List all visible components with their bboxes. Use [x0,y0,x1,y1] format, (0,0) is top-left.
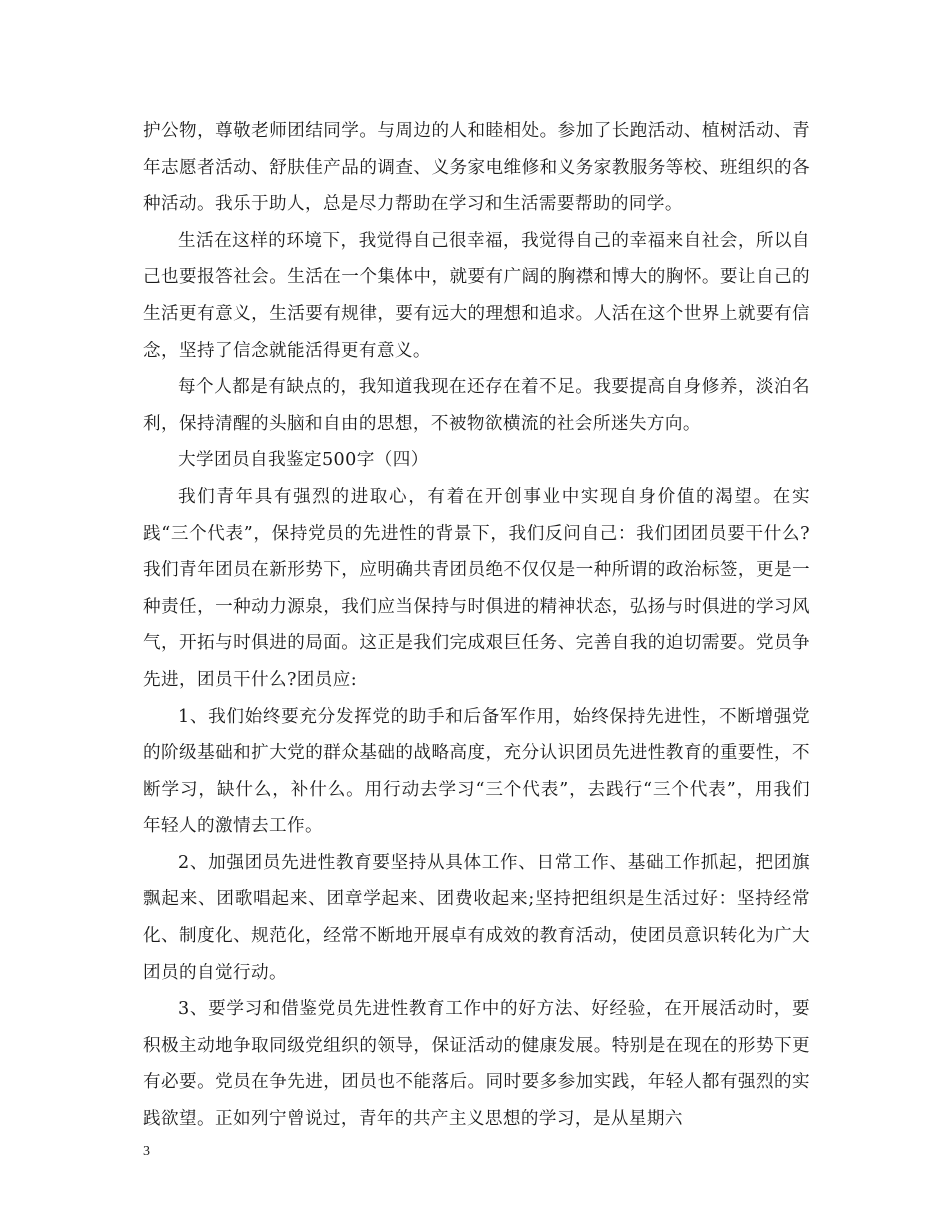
paragraph-point-1: 1、我们始终要充分发挥党的助手和后备军作用，始终保持先进性，不断增强党的阶级基础和扩大党的群众基础的战略高度，充分认识团员先进性教育的重要性，不断学习，缺什么，补什么。用行动去学习“三个代表”，去践行“三个代表”，用我们年轻人的激情去工作。 [143,706,810,837]
paragraph-point-3: 3、要学习和借鉴党员先进性教育工作中的好方法、好经验，在开展活动时，要积极主动地争取同级党组织的领导，保证活动的健康发展。特别是在现在的形势下更有必要。党员在争先进，团员也不能落后。同时要多参加实践，年轻人都有强烈的实践欲望。正如列宁曾说过，青年的共产主义思想的学习，是从星期六 [143,999,810,1130]
paragraph-intro: 我们青年具有强烈的进取心，有着在开创事业中实现自身价值的渴望。在实践“三个代表”，保持党员的先进性的背景下，我们反问自己：我们团团员要干什么?我们青年团员在新形势下，应明确共青团员绝不仅仅是一种所谓的政治标签，更是一种责任，一种动力源泉，我们应当保持与时俱进的精神状态，弘扬与时俱进的学习风气，开拓与时俱进的局面。这正是我们完成艰巨任务、完善自我的迫切需要。党员争先进，团员干什么?团员应: [143,486,810,690]
paragraph-shortcomings: 每个人都是有缺点的，我知道我现在还存在着不足。我要提高自身修养，淡泊名利，保持清醒的头脑和自由的思想，不被物欲横流的社会所迷失方向。 [143,377,810,434]
paragraph-happiness: 生活在这样的环境下，我觉得自己很幸福，我觉得自己的幸福来自社会，所以自己也要报答社会。生活在一个集体中，就要有广阔的胸襟和博大的胸怀。要让自己的生活更有意义，生活要有规律，要有远大的理想和追求。人活在这个世界上就要有信念，坚持了信念就能活得更有意义。 [143,230,810,361]
document-body [143,113,810,1138]
page-number: 3 [143,1144,150,1159]
paragraph-point-2: 2、加强团员先进性教育要坚持从具体工作、日常工作、基础工作抓起，把团旗飘起来、团歌唱起来、团章学起来、团费收起来;坚持把组织是生活过好：坚持经常化、制度化、规范化，经常不断地开展卓有成效的教育活动，使团员意识转化为广大团员的自觉行动。 [143,852,810,983]
paragraph-continuation: 护公物，尊敬老师团结同学。与周边的人和睦相处。参加了长跑活动、植树活动、青年志愿者活动、舒肤佳产品的调查、义务家电维修和义务家教服务等校、班组织的各种活动。我乐于助人，总是尽力帮助在学习和生活需要帮助的同学。 [143,121,810,215]
section-heading: 大学团员自我鉴定500字（四） [178,450,429,471]
